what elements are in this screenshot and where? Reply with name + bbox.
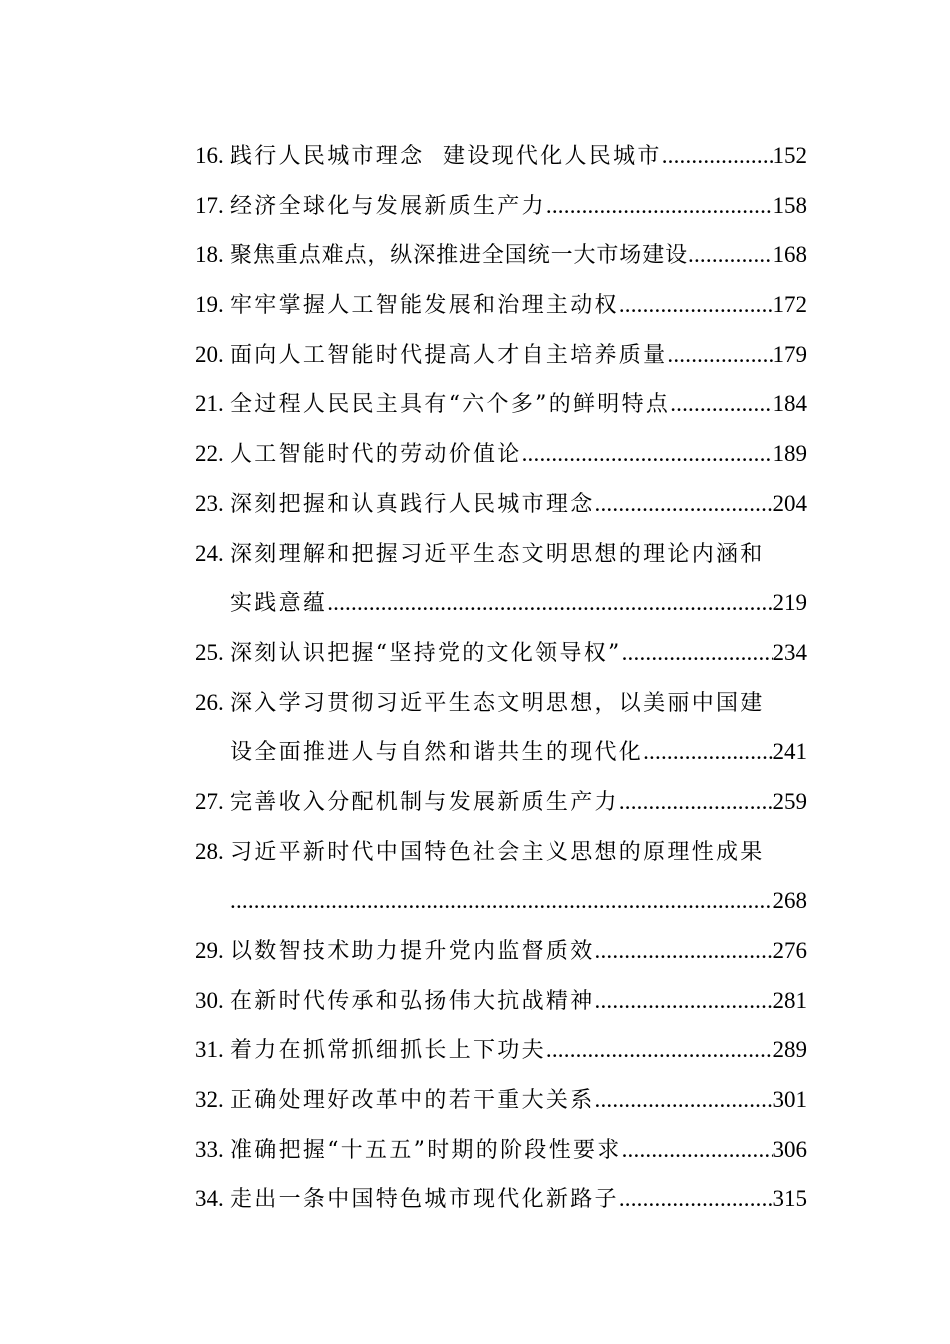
toc-entry-25[interactable]	[195, 628, 807, 678]
toc-entry-title: 聚焦重点难点，纵深推进全国统一大市场建设	[230, 243, 689, 269]
toc-leader-dots	[230, 876, 773, 926]
toc-entry-title: 正确处理好改革中的若干重大关系	[230, 1088, 595, 1114]
toc-entry-page: 289	[772, 1037, 807, 1063]
toc-entry-17[interactable]	[195, 181, 807, 231]
toc-entry-title: 人工智能时代的劳动价值论	[230, 442, 522, 468]
toc-entry-title: 深刻理解和把握习近平生态文明思想的理论内涵和	[230, 541, 765, 567]
toc-entry-number: 24.	[195, 540, 224, 566]
toc-leader-dots	[619, 1174, 773, 1224]
toc-entry-26-line2[interactable]	[195, 727, 807, 777]
toc-entry-number: 19.	[195, 292, 224, 318]
toc-entry-title: 以数智技术助力提升党内监督质效	[230, 939, 595, 964]
toc-entry-page: 204	[772, 490, 807, 516]
toc-entry-page: 172	[772, 292, 807, 318]
toc-entry-number: 32.	[195, 1087, 224, 1113]
toc-entry-number: 26.	[195, 689, 224, 715]
toc-entry-title: 全过程人民民主具有“六个多”的鲜明特点	[230, 392, 671, 418]
toc-entry-number: 27.	[195, 788, 224, 814]
toc-entry-number: 18.	[195, 242, 224, 268]
toc-entry-26-line1[interactable]	[195, 678, 807, 728]
toc-leader-dots	[619, 777, 773, 827]
toc-leader-dots	[595, 926, 773, 976]
toc-entry-number: 22.	[195, 441, 224, 467]
toc-leader-dots	[595, 479, 773, 529]
toc-entry-30[interactable]	[195, 976, 807, 1026]
toc-entry-title: 深入学习贯彻习近平生态文明思想，以美丽中国建	[230, 690, 765, 716]
toc-entry-title: 深刻认识把握“坚持党的文化领导权”	[230, 640, 622, 666]
toc-entry-page: 259	[772, 788, 807, 814]
toc-entry-page: 281	[772, 987, 807, 1013]
toc-entry-page: 184	[772, 391, 807, 417]
toc-entry-21[interactable]	[195, 379, 807, 429]
toc-entry-title: 面向人工智能时代提高人才自主培养质量	[230, 342, 668, 368]
toc-leader-dots	[622, 1125, 773, 1175]
toc-entry-32[interactable]	[195, 1075, 807, 1125]
toc-entry-number: 23.	[195, 490, 224, 516]
toc-entry-number: 21.	[195, 391, 224, 417]
toc-entry-number: 20.	[195, 341, 224, 367]
toc-leader-dots	[595, 1075, 773, 1125]
toc-leader-dots	[662, 131, 773, 181]
toc-entry-24-line1[interactable]	[195, 529, 807, 579]
toc-leader-dots	[595, 976, 773, 1026]
toc-entry-number: 16.	[195, 143, 224, 168]
toc-entry-number: 29.	[195, 938, 224, 963]
toc-entry-title-continued: 实践意蕴	[230, 591, 328, 617]
toc-entry-27[interactable]	[195, 777, 807, 827]
toc-entry-28-line1[interactable]	[195, 827, 807, 877]
toc-leader-dots	[327, 578, 772, 628]
toc-leader-dots	[667, 330, 772, 380]
toc-entry-page: 241	[772, 739, 807, 765]
toc-entry-title: 经济全球化与发展新质生产力	[230, 193, 546, 219]
toc-leader-dots	[643, 727, 772, 777]
toc-entry-title-continued: 设全面推进人与自然和谐共生的现代化	[230, 740, 644, 766]
toc-entry-20[interactable]	[195, 330, 807, 380]
toc-entry-number: 30.	[195, 987, 224, 1013]
toc-entry-page: 276	[772, 938, 807, 963]
toc-leader-dots	[522, 429, 773, 479]
toc-leader-dots	[619, 280, 773, 330]
toc-entry-title: 着力在抓常抓细抓长上下功夫	[230, 1038, 546, 1064]
toc-entry-page: 219	[772, 590, 807, 616]
toc-entry-title: 牢牢掌握人工智能发展和治理主动权	[230, 293, 619, 319]
toc-entry-16[interactable]	[195, 131, 807, 181]
toc-entry-page: 189	[772, 441, 807, 467]
toc-entry-page: 306	[772, 1136, 807, 1162]
toc-leader-dots	[622, 628, 773, 678]
toc-entry-24-line2[interactable]	[195, 578, 807, 628]
toc-entry-title: 深刻把握和认真践行人民城市理念	[230, 491, 595, 517]
toc-entry-page: 152	[772, 143, 807, 168]
toc-entry-page: 268	[772, 888, 807, 914]
toc-leader-dots	[546, 1025, 773, 1075]
toc-leader-dots	[670, 379, 772, 429]
toc-entry-number: 31.	[195, 1037, 224, 1063]
toc-entry-number: 28.	[195, 838, 224, 864]
toc-entry-number: 17.	[195, 192, 224, 218]
toc-entry-title: 完善收入分配机制与发展新质生产力	[230, 789, 619, 815]
toc-entry-title: 在新时代传承和弘扬伟大抗战精神	[230, 988, 595, 1014]
toc-entry-page: 234	[772, 639, 807, 665]
toc-entry-page: 315	[772, 1186, 807, 1212]
toc-entry-33[interactable]	[195, 1125, 807, 1175]
toc-entry-28-line2[interactable]	[195, 876, 807, 926]
toc-entry-title: 走出一条中国特色城市现代化新路子	[230, 1187, 619, 1213]
toc-entry-22[interactable]	[195, 429, 807, 479]
toc-entry-page: 179	[772, 341, 807, 367]
toc-entry-title: 践行人民城市理念 建设现代化人民城市	[230, 144, 662, 169]
toc-entry-31[interactable]	[195, 1025, 807, 1075]
toc-leader-dots	[546, 181, 773, 231]
toc-entry-title: 习近平新时代中国特色社会主义思想的原理性成果	[230, 839, 765, 865]
toc-leader-dots	[688, 230, 772, 280]
toc-entry-page: 168	[772, 242, 807, 268]
toc-entry-number: 33.	[195, 1136, 224, 1162]
toc-entry-number: 34.	[195, 1186, 224, 1212]
toc-entry-page: 301	[772, 1087, 807, 1113]
toc-entry-page: 158	[772, 192, 807, 218]
toc-entry-19[interactable]	[195, 280, 807, 330]
toc-entry-18[interactable]	[195, 230, 807, 280]
toc-entry-number: 25.	[195, 639, 224, 665]
toc-entry-title: 准确把握“十五五”时期的阶段性要求	[230, 1137, 622, 1163]
toc-entry-23[interactable]	[195, 479, 807, 529]
toc-entry-34[interactable]	[195, 1174, 807, 1224]
table-of-contents	[195, 131, 807, 1224]
toc-entry-29[interactable]	[195, 926, 807, 976]
